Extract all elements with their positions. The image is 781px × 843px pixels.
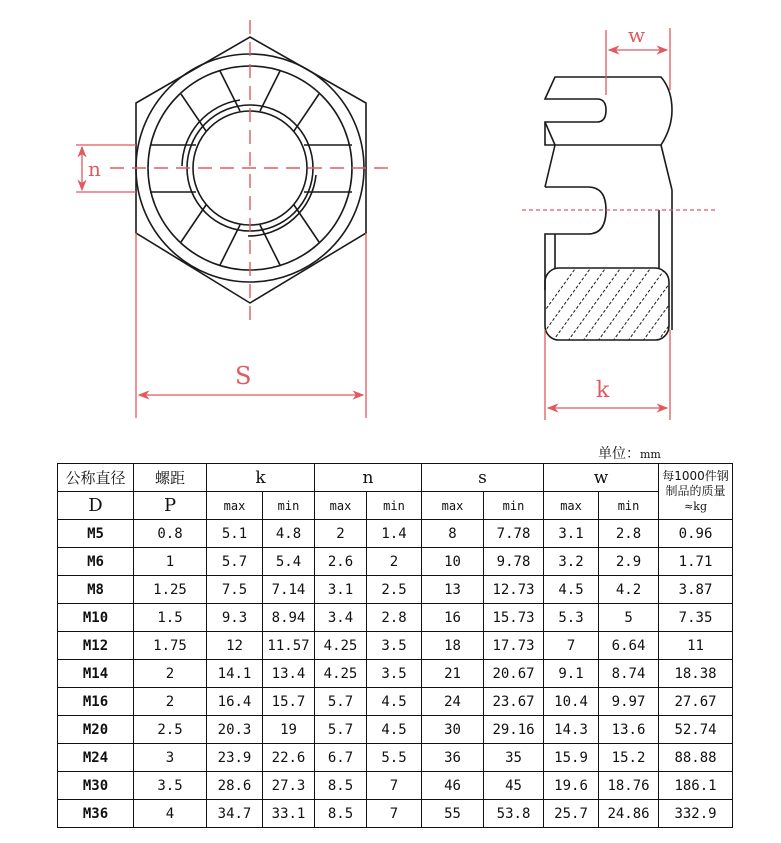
cell-s-min: 53.8 — [484, 800, 544, 828]
cell-k-min: 15.7 — [263, 688, 315, 716]
cell-w-min: 8.74 — [599, 660, 659, 688]
dimension-label-s: S — [235, 362, 252, 390]
cell-k-max: 28.6 — [207, 772, 263, 800]
cell-n-min: 4.5 — [367, 716, 422, 744]
cell-k-min: 27.3 — [263, 772, 315, 800]
dimension-label-n: n — [88, 157, 101, 181]
unit-label — [598, 443, 661, 463]
cell-n-max: 8.5 — [315, 772, 367, 800]
cell-n-max: 4.25 — [315, 660, 367, 688]
header-mass-line2: 制品的质量 — [665, 484, 726, 498]
cell-d: M10 — [58, 604, 134, 632]
cell-mass: 11 — [659, 632, 733, 660]
header-k-min: min — [263, 492, 315, 520]
header-n-min: min — [367, 492, 422, 520]
cell-w-max: 14.3 — [544, 716, 599, 744]
cell-k-max: 5.1 — [207, 520, 263, 548]
cell-w-min: 9.97 — [599, 688, 659, 716]
cell-mass: 186.1 — [659, 772, 733, 800]
cell-s-min: 15.73 — [484, 604, 544, 632]
cell-p: 1.25 — [134, 576, 207, 604]
header-k: k — [207, 464, 315, 492]
cell-p: 0.8 — [134, 520, 207, 548]
cell-w-max: 3.2 — [544, 548, 599, 576]
cell-s-max: 21 — [422, 660, 484, 688]
cell-s-min: 12.73 — [484, 576, 544, 604]
cell-k-max: 5.7 — [207, 548, 263, 576]
cell-p: 2.5 — [134, 716, 207, 744]
cell-p: 3.5 — [134, 772, 207, 800]
cell-p: 1.75 — [134, 632, 207, 660]
cell-k-max: 16.4 — [207, 688, 263, 716]
cell-s-min: 45 — [484, 772, 544, 800]
cell-p: 2 — [134, 660, 207, 688]
unit-label-unit: mm — [640, 448, 661, 461]
cell-n-max: 8.5 — [315, 800, 367, 828]
cell-d: M12 — [58, 632, 134, 660]
cell-k-min: 33.1 — [263, 800, 315, 828]
cell-k-max: 9.3 — [207, 604, 263, 632]
unit-label-text: 单位： — [598, 446, 640, 462]
cell-s-max: 46 — [422, 772, 484, 800]
header-s-min: min — [484, 492, 544, 520]
cell-n-min: 1.4 — [367, 520, 422, 548]
dimension-n — [76, 145, 136, 192]
cell-s-min: 17.73 — [484, 632, 544, 660]
header-d-symbol: D — [58, 492, 134, 520]
dimension-s — [136, 233, 366, 418]
cell-n-min: 7 — [367, 772, 422, 800]
cell-n-max: 5.7 — [315, 688, 367, 716]
header-mass-unit: ≈kg — [684, 500, 707, 513]
cell-mass: 52.74 — [659, 716, 733, 744]
table-row — [58, 520, 733, 548]
header-w-min: min — [599, 492, 659, 520]
dimension-k — [545, 330, 670, 420]
cell-d: M24 — [58, 744, 134, 772]
cell-n-max: 2 — [315, 520, 367, 548]
cell-d: M36 — [58, 800, 134, 828]
cell-w-max: 19.6 — [544, 772, 599, 800]
header-p-symbol: P — [134, 492, 207, 520]
cell-n-min: 5.5 — [367, 744, 422, 772]
header-w-max: max — [544, 492, 599, 520]
cell-w-min: 2.8 — [599, 520, 659, 548]
cell-s-min: 9.78 — [484, 548, 544, 576]
cell-k-min: 7.14 — [263, 576, 315, 604]
section-hatching — [520, 262, 715, 345]
cell-d: M6 — [58, 548, 134, 576]
table-row — [58, 716, 733, 744]
cell-d: M20 — [58, 716, 134, 744]
cell-w-max: 4.5 — [544, 576, 599, 604]
cell-w-max: 7 — [544, 632, 599, 660]
cell-n-max: 5.7 — [315, 716, 367, 744]
header-k-max: max — [207, 492, 263, 520]
cell-k-max: 20.3 — [207, 716, 263, 744]
dimension-label-k: k — [596, 378, 610, 403]
table-row — [58, 660, 733, 688]
cell-k-max: 23.9 — [207, 744, 263, 772]
cell-n-max: 3.1 — [315, 576, 367, 604]
cell-mass: 7.35 — [659, 604, 733, 632]
cell-p: 3 — [134, 744, 207, 772]
table-row — [58, 688, 733, 716]
table-row — [58, 604, 733, 632]
cell-w-min: 4.2 — [599, 576, 659, 604]
cell-w-max: 5.3 — [544, 604, 599, 632]
cell-s-max: 10 — [422, 548, 484, 576]
cell-n-max: 2.6 — [315, 548, 367, 576]
section-hatch-area — [545, 268, 669, 340]
cell-s-max: 8 — [422, 520, 484, 548]
cell-d: M5 — [58, 520, 134, 548]
header-s: s — [422, 464, 544, 492]
cell-w-min: 24.86 — [599, 800, 659, 828]
header-n-max: max — [315, 492, 367, 520]
cell-d: M16 — [58, 688, 134, 716]
cell-n-max: 4.25 — [315, 632, 367, 660]
cell-w-min: 13.6 — [599, 716, 659, 744]
cell-n-max: 6.7 — [315, 744, 367, 772]
cell-s-max: 30 — [422, 716, 484, 744]
cell-s-min: 23.67 — [484, 688, 544, 716]
cell-n-min: 4.5 — [367, 688, 422, 716]
cell-w-max: 25.7 — [544, 800, 599, 828]
cell-d: M30 — [58, 772, 134, 800]
table-row — [58, 576, 733, 604]
cell-s-max: 55 — [422, 800, 484, 828]
header-mass-line1: 每1000件钢 — [662, 469, 729, 483]
table-row — [58, 772, 733, 800]
front-view — [136, 37, 366, 303]
cell-mass: 88.88 — [659, 744, 733, 772]
cell-p: 1.5 — [134, 604, 207, 632]
cell-s-min: 29.16 — [484, 716, 544, 744]
cell-k-min: 22.6 — [263, 744, 315, 772]
cell-s-min: 20.67 — [484, 660, 544, 688]
spec-table — [57, 463, 733, 828]
header-s-max: max — [422, 492, 484, 520]
cell-k-max: 34.7 — [207, 800, 263, 828]
cell-mass: 18.38 — [659, 660, 733, 688]
cell-w-min: 18.76 — [599, 772, 659, 800]
cell-n-min: 2.5 — [367, 576, 422, 604]
cell-w-min: 5 — [599, 604, 659, 632]
cell-mass: 1.71 — [659, 548, 733, 576]
header-nominal-diameter: 公称直径 — [58, 464, 134, 492]
header-row-1 — [58, 464, 733, 492]
cell-s-max: 16 — [422, 604, 484, 632]
cell-k-max: 7.5 — [207, 576, 263, 604]
table-row — [58, 744, 733, 772]
header-mass — [659, 464, 733, 520]
cell-s-max: 13 — [422, 576, 484, 604]
cell-w-max: 9.1 — [544, 660, 599, 688]
cell-k-min: 11.57 — [263, 632, 315, 660]
header-w: w — [544, 464, 659, 492]
table-row — [58, 632, 733, 660]
cell-mass: 27.67 — [659, 688, 733, 716]
cell-w-min: 15.2 — [599, 744, 659, 772]
cell-w-min: 6.64 — [599, 632, 659, 660]
cell-mass: 3.87 — [659, 576, 733, 604]
cell-p: 2 — [134, 688, 207, 716]
cell-k-max: 12 — [207, 632, 263, 660]
cell-k-min: 4.8 — [263, 520, 315, 548]
cell-d: M8 — [58, 576, 134, 604]
cell-p: 4 — [134, 800, 207, 828]
cell-w-max: 15.9 — [544, 744, 599, 772]
cell-d: M14 — [58, 660, 134, 688]
cell-n-min: 3.5 — [367, 632, 422, 660]
cell-k-min: 5.4 — [263, 548, 315, 576]
side-view — [545, 77, 672, 340]
cell-s-min: 7.78 — [484, 520, 544, 548]
cell-mass: 332.9 — [659, 800, 733, 828]
cell-s-max: 18 — [422, 632, 484, 660]
cell-n-min: 7 — [367, 800, 422, 828]
table-row — [58, 800, 733, 828]
header-row-2 — [58, 492, 733, 520]
cell-s-max: 24 — [422, 688, 484, 716]
cell-k-max: 14.1 — [207, 660, 263, 688]
cell-s-max: 36 — [422, 744, 484, 772]
cell-mass: 0.96 — [659, 520, 733, 548]
cell-w-min: 2.9 — [599, 548, 659, 576]
cell-p: 1 — [134, 548, 207, 576]
cell-s-min: 35 — [484, 744, 544, 772]
header-pitch: 螺距 — [134, 464, 207, 492]
cell-n-min: 3.5 — [367, 660, 422, 688]
dimension-label-w: w — [628, 23, 646, 47]
cell-n-max: 3.4 — [315, 604, 367, 632]
cell-k-min: 19 — [263, 716, 315, 744]
cell-w-max: 10.4 — [544, 688, 599, 716]
cell-n-min: 2.8 — [367, 604, 422, 632]
cell-k-min: 13.4 — [263, 660, 315, 688]
cell-k-min: 8.94 — [263, 604, 315, 632]
table-row — [58, 548, 733, 576]
header-n: n — [315, 464, 422, 492]
cell-w-max: 3.1 — [544, 520, 599, 548]
cell-n-min: 2 — [367, 548, 422, 576]
